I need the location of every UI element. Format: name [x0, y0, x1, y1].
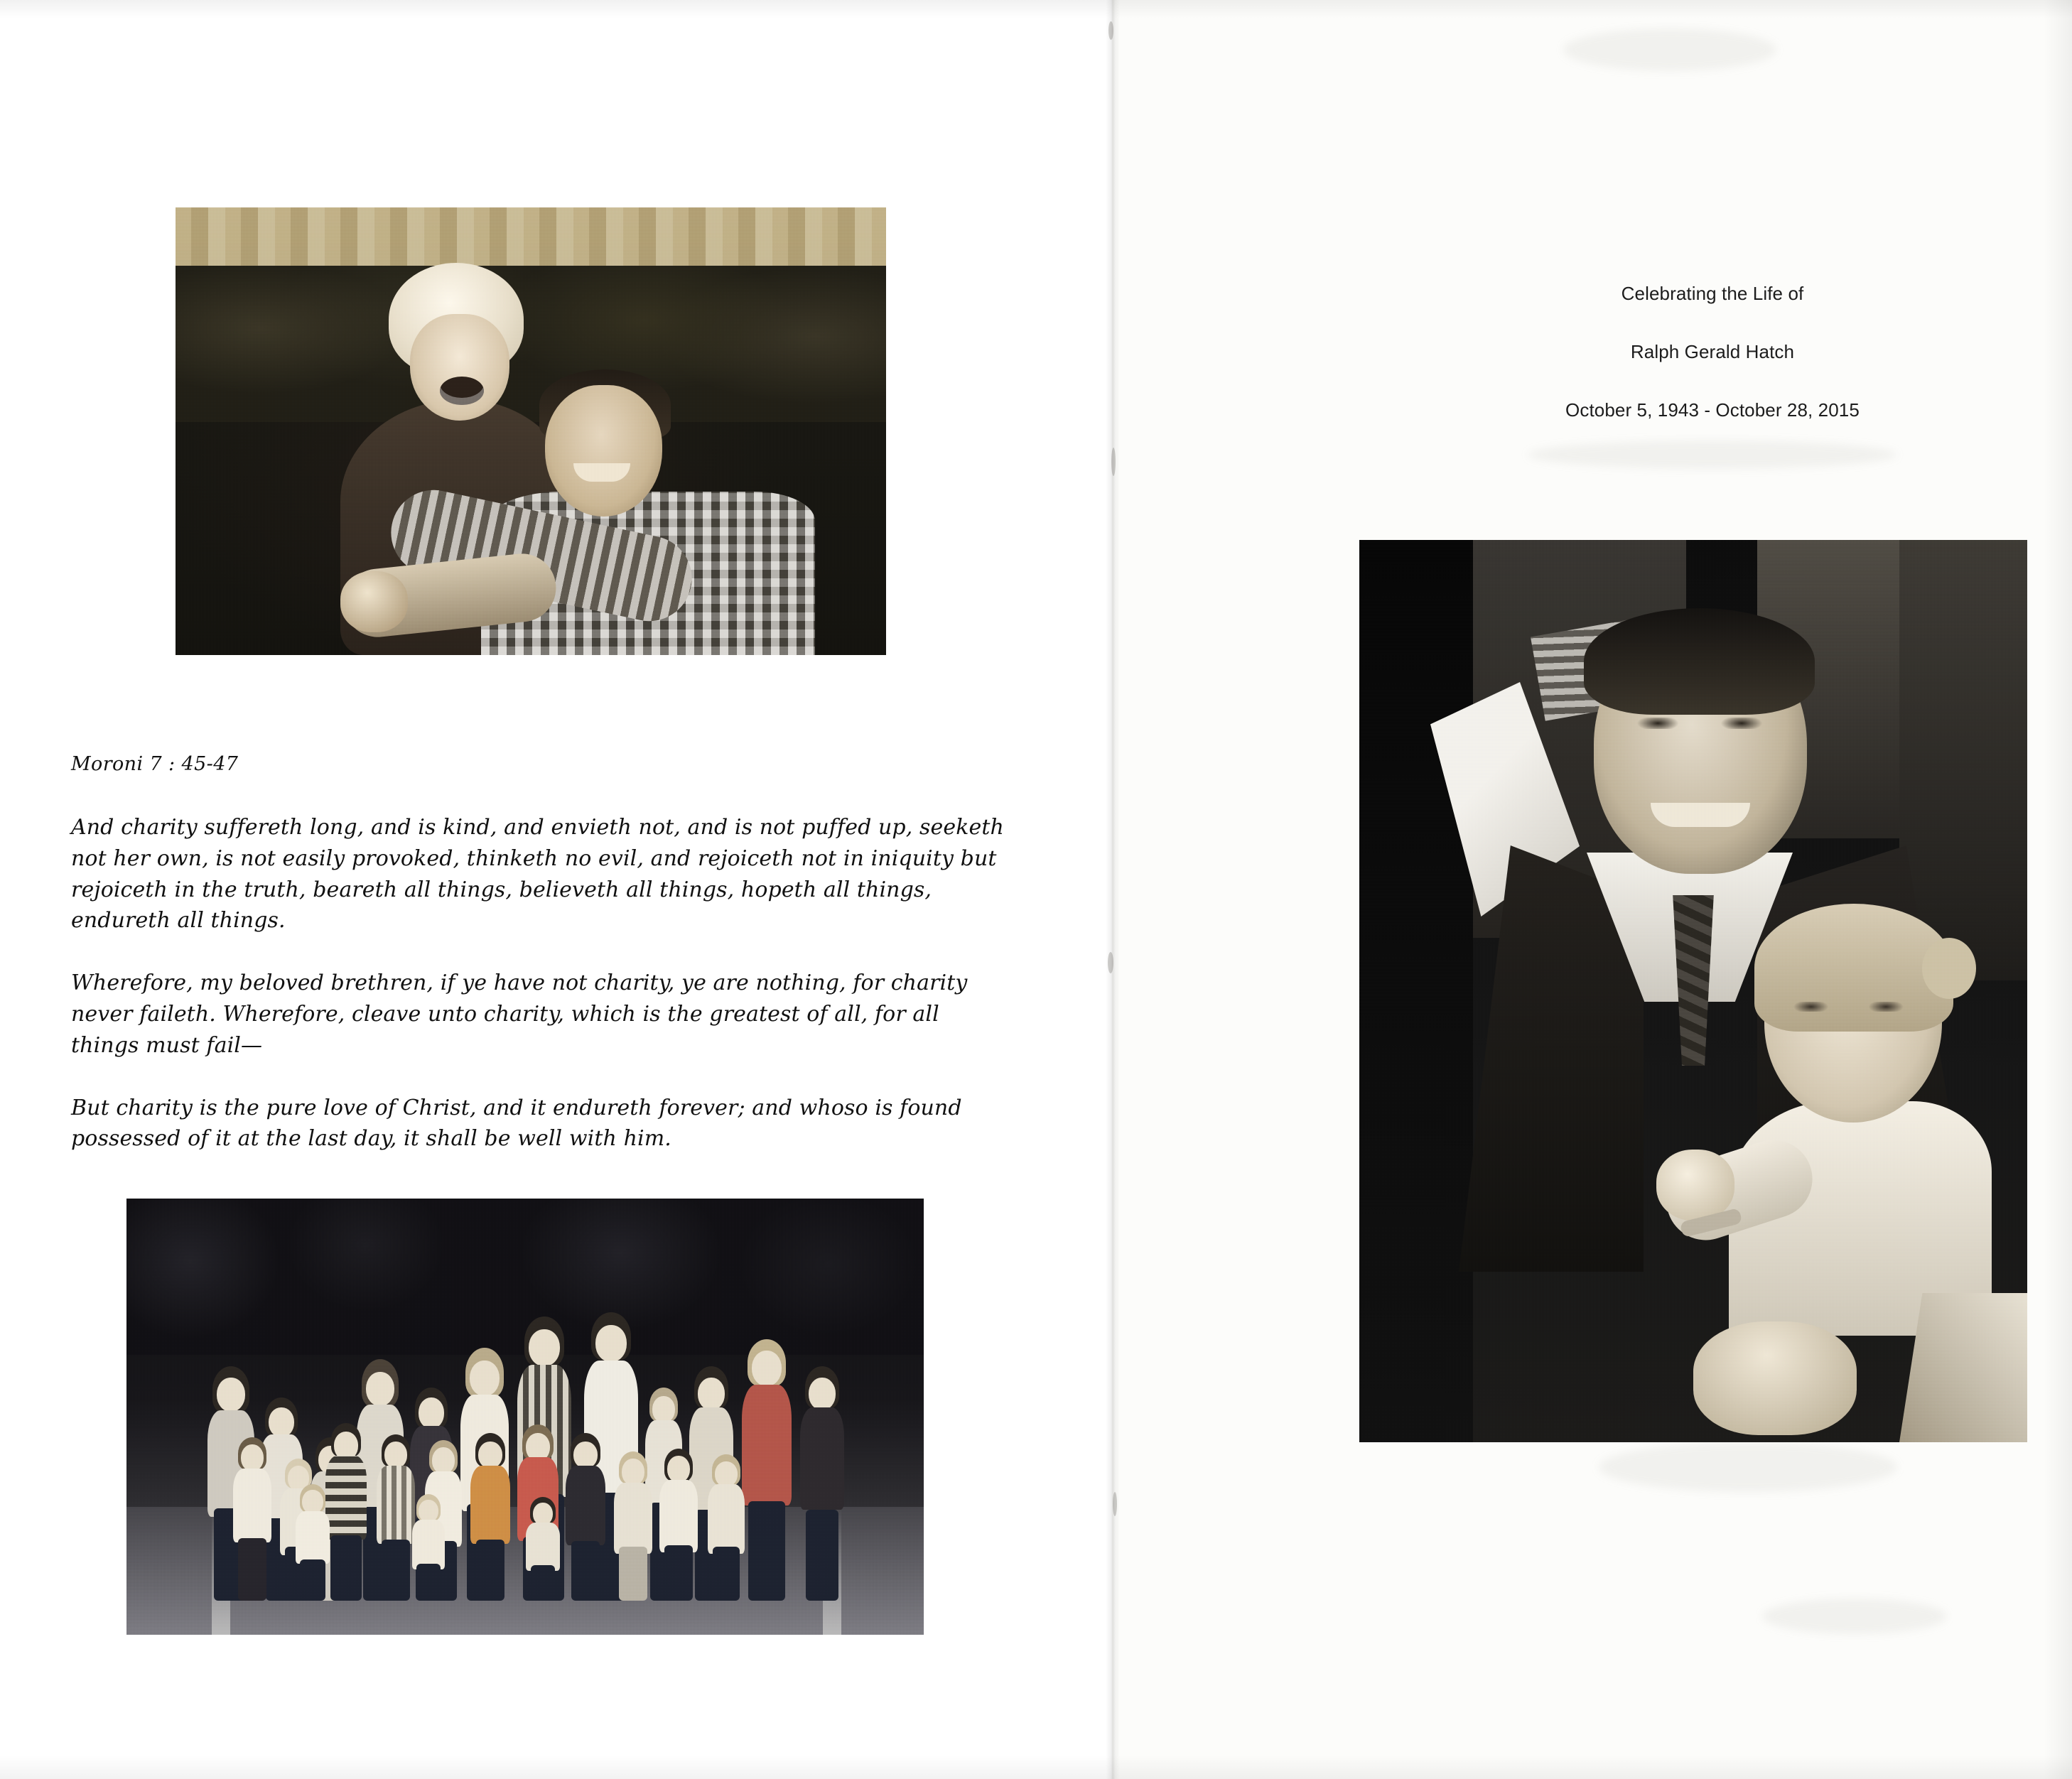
- person-legs: [330, 1535, 362, 1601]
- portrait-child-ponytail: [1922, 938, 1976, 999]
- person-legs: [619, 1547, 647, 1601]
- person-torso: [566, 1466, 605, 1545]
- person-legs: [748, 1501, 785, 1601]
- person-torso: [377, 1466, 415, 1544]
- couple-hedge-bushes: [176, 266, 886, 422]
- person-head: [652, 1396, 675, 1423]
- person-torso: [659, 1480, 698, 1552]
- person-torso: [412, 1520, 445, 1569]
- person-head: [419, 1397, 444, 1429]
- portrait-child-eyes: [1793, 1002, 1906, 1012]
- person-legs: [571, 1541, 600, 1601]
- person-torso: [526, 1523, 560, 1571]
- scripture-paragraph-2: Wherefore, my beloved brethren, if ye have not charity, ye are nothing, for charity never faileth. Wherefore, cleave unto charity, which is the greatest of all, for all things must fail—: [71, 970, 968, 1058]
- person-torso: [470, 1466, 510, 1544]
- scripture-block: [71, 753, 1009, 1155]
- couple-woman-laughing-mouth: [440, 377, 484, 405]
- scripture-paragraph-3: But charity is the pure love of Christ, and it endureth forever; and whoso is found possessed of it at the last day, it shall be well with him.: [71, 1095, 962, 1152]
- memorial-line-dates: October 5, 1943 - October 28, 2015: [1565, 399, 1860, 421]
- portrait-man-eyes: [1634, 718, 1769, 729]
- person-legs: [713, 1547, 740, 1601]
- portrait-backdrop-far-right: [1899, 540, 2027, 980]
- family-child: [469, 1433, 512, 1601]
- photo-family-group: [126, 1199, 924, 1635]
- portrait-adult-hand: [1693, 1321, 1857, 1435]
- person-legs: [416, 1564, 441, 1601]
- portrait-child-hand: [1656, 1150, 1734, 1221]
- person-head: [217, 1378, 245, 1412]
- scripture-paragraph-1: And charity suffereth long, and is kind, and envieth not, and is not puffed up, seeketh not her own, is not easily provoked, thinketh no evil, and rejoiceth not in iniquity but rejoiceth in the truth, beareth all things, believeth all things, hopeth all things, endureth all things.: [71, 815, 1004, 934]
- person-legs: [664, 1545, 693, 1601]
- person-head: [809, 1378, 836, 1410]
- family-person: [740, 1339, 793, 1601]
- person-head: [366, 1372, 394, 1406]
- person-head: [384, 1442, 407, 1469]
- person-legs: [806, 1510, 838, 1601]
- person-head: [529, 1329, 560, 1366]
- person-head: [752, 1351, 782, 1386]
- family-child: [232, 1437, 273, 1601]
- person-head: [241, 1444, 264, 1471]
- person-head: [573, 1442, 598, 1469]
- memorial-line-celebrating: Celebrating the Life of: [1621, 283, 1804, 304]
- person-torso: [800, 1407, 844, 1510]
- person-legs: [238, 1538, 266, 1601]
- person-torso: [708, 1484, 745, 1554]
- person-head: [269, 1407, 294, 1437]
- couple-man-face: [545, 385, 662, 517]
- person-head: [622, 1459, 644, 1486]
- person-legs: [476, 1540, 504, 1601]
- person-head: [302, 1490, 323, 1514]
- family-child: [613, 1451, 654, 1601]
- person-head: [667, 1456, 690, 1483]
- person-torso: [233, 1469, 271, 1542]
- person-head: [698, 1378, 725, 1410]
- person-head: [715, 1461, 738, 1487]
- family-child: [706, 1454, 746, 1601]
- person-legs: [300, 1559, 325, 1601]
- family-toddler: [524, 1497, 561, 1601]
- family-person: [799, 1366, 846, 1601]
- family-toddler: [294, 1484, 331, 1601]
- couple-hand: [340, 571, 408, 632]
- photo-couple-hugging: [176, 207, 886, 655]
- photo-man-with-child: [1359, 540, 2027, 1442]
- scripture-reference: Moroni 7 : 45-47: [71, 753, 239, 775]
- person-torso: [296, 1511, 330, 1564]
- memorial-line-name: Ralph Gerald Hatch: [1630, 341, 1795, 362]
- person-legs: [382, 1540, 410, 1601]
- person-head: [478, 1442, 502, 1469]
- person-torso: [742, 1385, 792, 1505]
- portrait-man-hair: [1584, 608, 1815, 715]
- person-head: [470, 1361, 500, 1396]
- person-head: [432, 1447, 455, 1474]
- family-child: [658, 1449, 699, 1601]
- portrait-backdrop-left: [1359, 540, 1473, 1442]
- person-head: [595, 1325, 627, 1362]
- person-torso: [325, 1456, 367, 1540]
- person-legs: [531, 1565, 555, 1601]
- family-toddler: [411, 1494, 446, 1601]
- family-child: [564, 1433, 607, 1601]
- person-torso: [614, 1483, 652, 1554]
- portrait-man-smile: [1651, 803, 1750, 827]
- memorial-header: [1464, 284, 1961, 419]
